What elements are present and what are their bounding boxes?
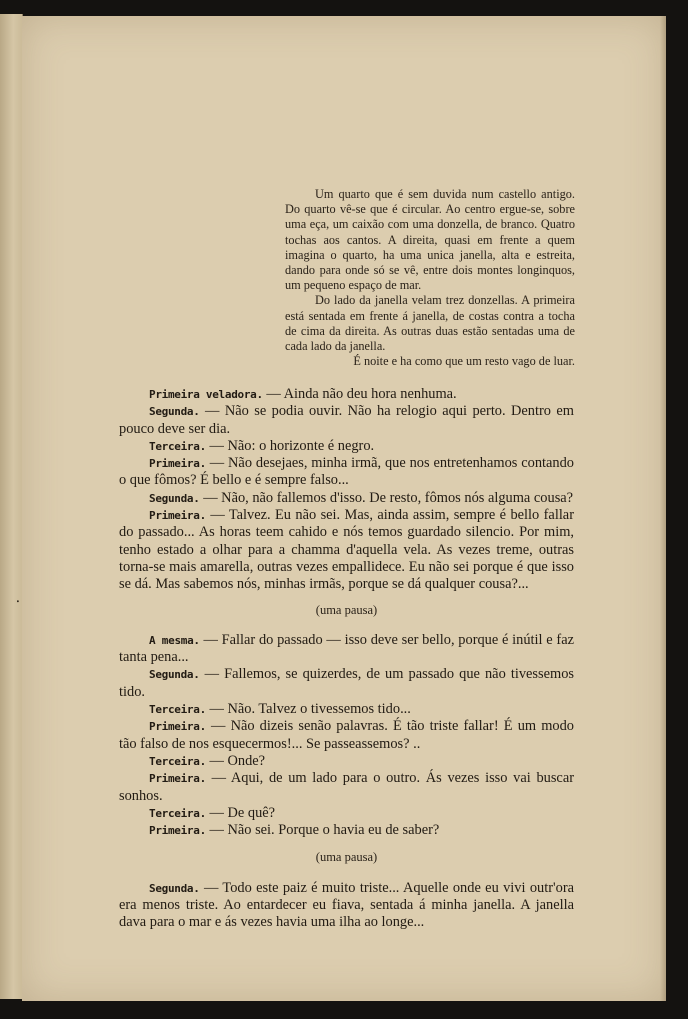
dialogue-line — [119, 490, 574, 507]
dialogue-line — [119, 507, 574, 593]
dialogue-line — [119, 701, 574, 718]
dialogue-line — [119, 438, 574, 455]
dialogue-line — [119, 718, 574, 753]
line-text: — Ainda não deu hora nenhuma. — [262, 386, 457, 402]
line-text: — Aqui, de um lado para o outro. Ás vezes isso vai buscar sonhos. — [119, 770, 574, 804]
previous-page-edge — [0, 14, 23, 999]
line-text: — De quê? — [205, 804, 276, 821]
speaker-name: A mesma. — [149, 633, 200, 647]
line-text: — Fallar do passado — isso deve ser bello, porque é inútil e faz tanta pena... — [119, 631, 574, 666]
speaker-name: Segunda. — [149, 668, 200, 682]
speaker-name: Terceira. — [149, 754, 206, 768]
line-text: — Não dizeis senão palavras. É tão triste fallar! É um modo tão falso de nos esquecermos!... Se passeassemos? .. — [119, 718, 574, 752]
line-text: — Não. Talvez o tivessemos tido... — [205, 701, 411, 718]
speaker-name: Primeira veladora. — [149, 388, 263, 401]
dialogue-line — [119, 455, 574, 490]
line-text: — Todo este paiz é muito triste... Aquelle onde eu vivi outr'ora era menos triste. Ao entardecer eu fiava, sentada á minha janella. A janella dava para o mar e ás vezes havia uma ilha ao longe... — [119, 879, 574, 931]
speaker-name: Terceira. — [149, 703, 206, 717]
pause-direction: (uma pausa) — [315, 602, 378, 617]
dialogue-body — [119, 386, 574, 932]
dialogue-line — [119, 386, 574, 403]
speaker-name: Primeira. — [149, 772, 206, 786]
speaker-name: Primeira. — [149, 720, 206, 734]
speaker-name: Terceira. — [149, 439, 206, 453]
stage-directions — [285, 187, 575, 369]
stage-paragraph: Do lado da janella velam trez donzellas. A primeira está sentada em frente á janella, de costas contra a tocha de cima da direita. As outras duas estão sentadas uma de cada lado da janella. — [285, 293, 575, 354]
line-text: — Não se podia ouvir. Não ha relogio aqui perto. Dentro em pouco deve ser dia. — [119, 403, 574, 437]
line-text: — Fallemos, se quizerdes, de um passado que não tivessemos tido. — [119, 666, 574, 700]
line-text: — Não sei. Porque o havia eu de saber? — [205, 822, 440, 839]
line-text: — Onde? — [205, 752, 266, 769]
line-text: — Não, não fallemos d'isso. De resto, fômos nós alguma cousa? — [199, 489, 574, 506]
speaker-name: Segunda. — [149, 491, 200, 505]
pause-direction: (uma pausa) — [315, 850, 378, 865]
page-shadow — [660, 16, 666, 1001]
dialogue-line — [119, 753, 574, 770]
speaker-name: Primeira. — [149, 824, 206, 838]
speaker-name: Terceira. — [149, 806, 206, 820]
line-text: — Não desejaes, minha irmã, que nos entretenhamos contando o que fômos? É bello e é sempre falso... — [119, 455, 574, 489]
dialogue-line — [119, 880, 574, 932]
dialogue-line — [119, 805, 574, 822]
stage-paragraph: É noite e ha como que um resto vago de luar. — [353, 354, 575, 369]
dialogue-line — [119, 403, 574, 438]
line-text: — Não: o horizonte é negro. — [205, 437, 375, 454]
speaker-name: Segunda. — [149, 881, 200, 895]
dialogue-line — [119, 770, 574, 805]
speaker-name: Primeira. — [149, 457, 206, 471]
stage-paragraph: Um quarto que é sem duvida num castello antigo. Do quarto vê-se que é circular. Ao centro ergue-se, sobre uma eça, um caixão com uma donzella, de branco. Quatro tochas aos cantos. A direita, quasi em frente a quem imagina o quarto, ha uma unica janella, alta e estreita, dando para onde só se vê, entre dois montes longinquos, um pequeno espaço de mar. — [285, 187, 575, 293]
speaker-name: Segunda. — [149, 405, 200, 419]
dialogue-line — [119, 822, 574, 839]
margin-mark: ⸱ — [16, 594, 20, 610]
speaker-name: Primeira. — [149, 509, 206, 523]
dialogue-line — [119, 666, 574, 701]
line-text: — Talvez. Eu não sei. Mas, ainda assim, sempre é bello fallar do passado... As horas teem cahido e nós temos guardado silencio. Por mim, tenho estado a olhar para a chamma d'aquella vela. As vezes treme, outras torna-se mais amarella, outras vezes empallidece. Eu não sei porque é que isso se dá. Mas sabemos nós, minhas irmãs, porque se dá qualquer cousa?... — [119, 507, 574, 593]
dialogue-line — [119, 632, 574, 667]
